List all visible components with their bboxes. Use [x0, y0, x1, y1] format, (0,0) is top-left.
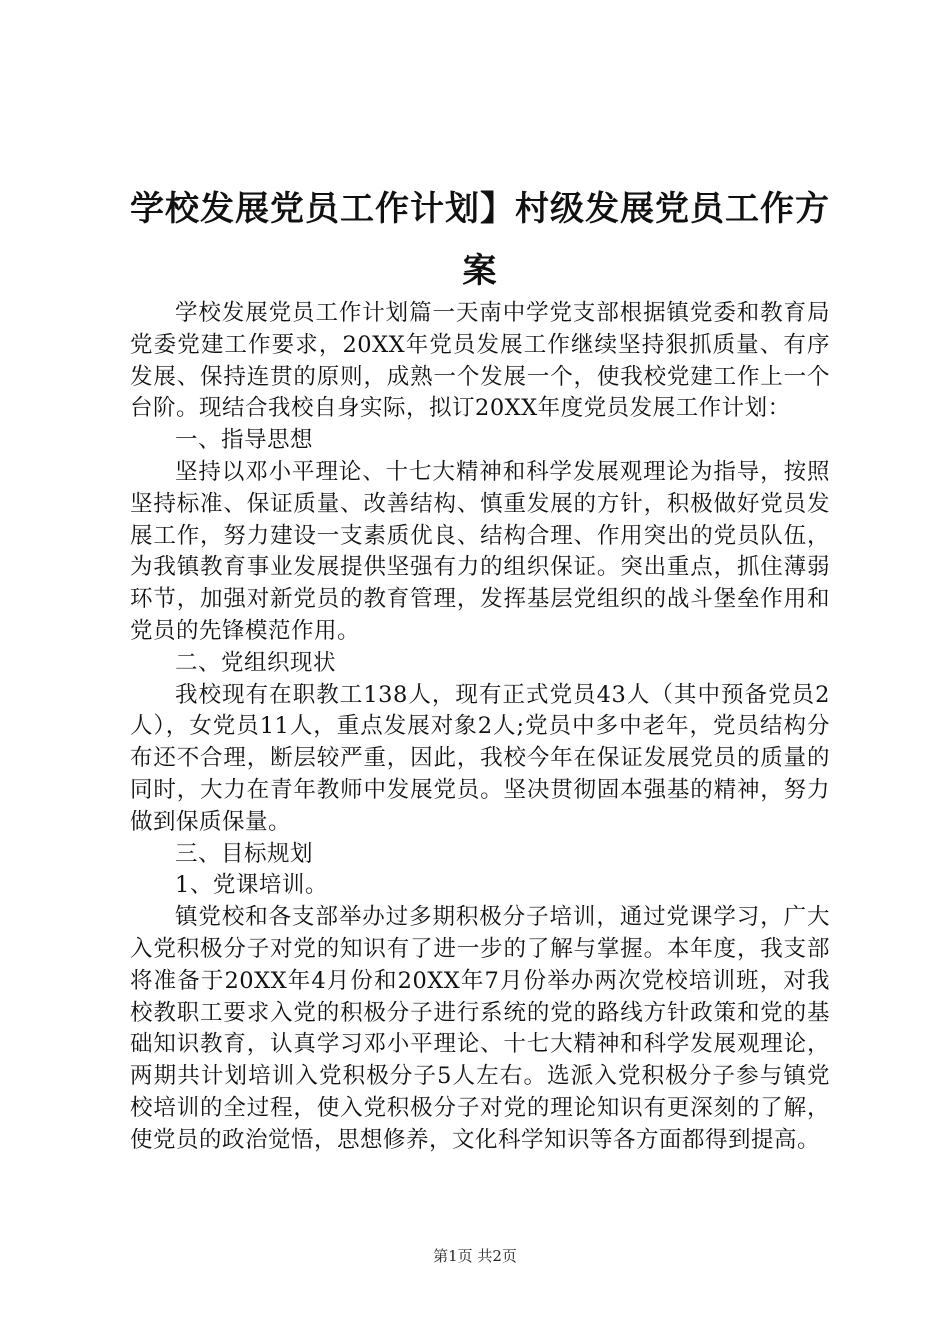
- paragraph-party-training: 镇党校和各支部举办过多期积极分子培训，通过党课学习，广大入党积极分子对党的知识有了进一步的了解与掌握。本年度，我支部将准备于20XX年4月份和20XX年7月份举办两次党校培训班，对我校教职工要求入党的积极分子进行系统的党的路线方针政策和党的基础知识教育，认真学习邓小平理论、十七大精神和科学发展观理论，两期共计划培训入党积极分子5人左右。选派入党积极分子参与镇党校培训的全过程，使入党积极分子对党的理论知识有更深刻的了解，使党员的政治觉悟，思想修养，文化科学知识等各方面都得到提高。: [130, 904, 830, 1153]
- section-heading-party-status: 二、党组织现状: [175, 649, 337, 676]
- section-heading-guiding-ideology: 一、指导思想: [175, 427, 314, 454]
- paragraph-guiding-ideology: 坚持以邓小平理论、十七大精神和科学发展观理论为指导，按照坚持标准、保证质量、改善结构、慎重发展的方针，积极做好党员发展工作，努力建设一支素质优良、结构合理、作用突出的党员队伍，为我镇教育事业发展提供坚强有力的组织保证。突出重点，抓住薄弱环节，加强对新党员的教育管理，发挥基层党组织的战斗堡垒作用和党员的先锋模范作用。: [130, 458, 830, 644]
- document-title: 学校发展党员工作计划】村级发展党员工作方案: [130, 189, 830, 291]
- section-heading-goal-plan: 三、目标规划: [175, 840, 314, 867]
- page-number-footer: 第1页 共2页: [433, 1247, 517, 1265]
- paragraph-intro: 学校发展党员工作计划篇一天南中学党支部根据镇党委和教育局党委党建工作要求，20XX年党员发展工作继续坚持狠抓质量、有序发展、保持连贯的原则，成熟一个发展一个，使我校党建工作上一个台阶。现结合我校自身实际，拟订20XX年度党员发展工作计划：: [130, 300, 830, 422]
- document-body: [130, 298, 830, 1157]
- subsection-heading-party-training: 1、党课培训。: [175, 872, 328, 899]
- paragraph-party-status: 我校现有在职教工138人，现有正式党员43人（其中预备党员2人），女党员11人，重点发展对象2人;党员中多中老年，党员结构分布还不合理，断层较严重，因此，我校今年在保证发展党员的质量的同时，大力在青年教师中发展党员。坚决贯彻固本强基的精神，努力做到保质保量。: [130, 681, 830, 835]
